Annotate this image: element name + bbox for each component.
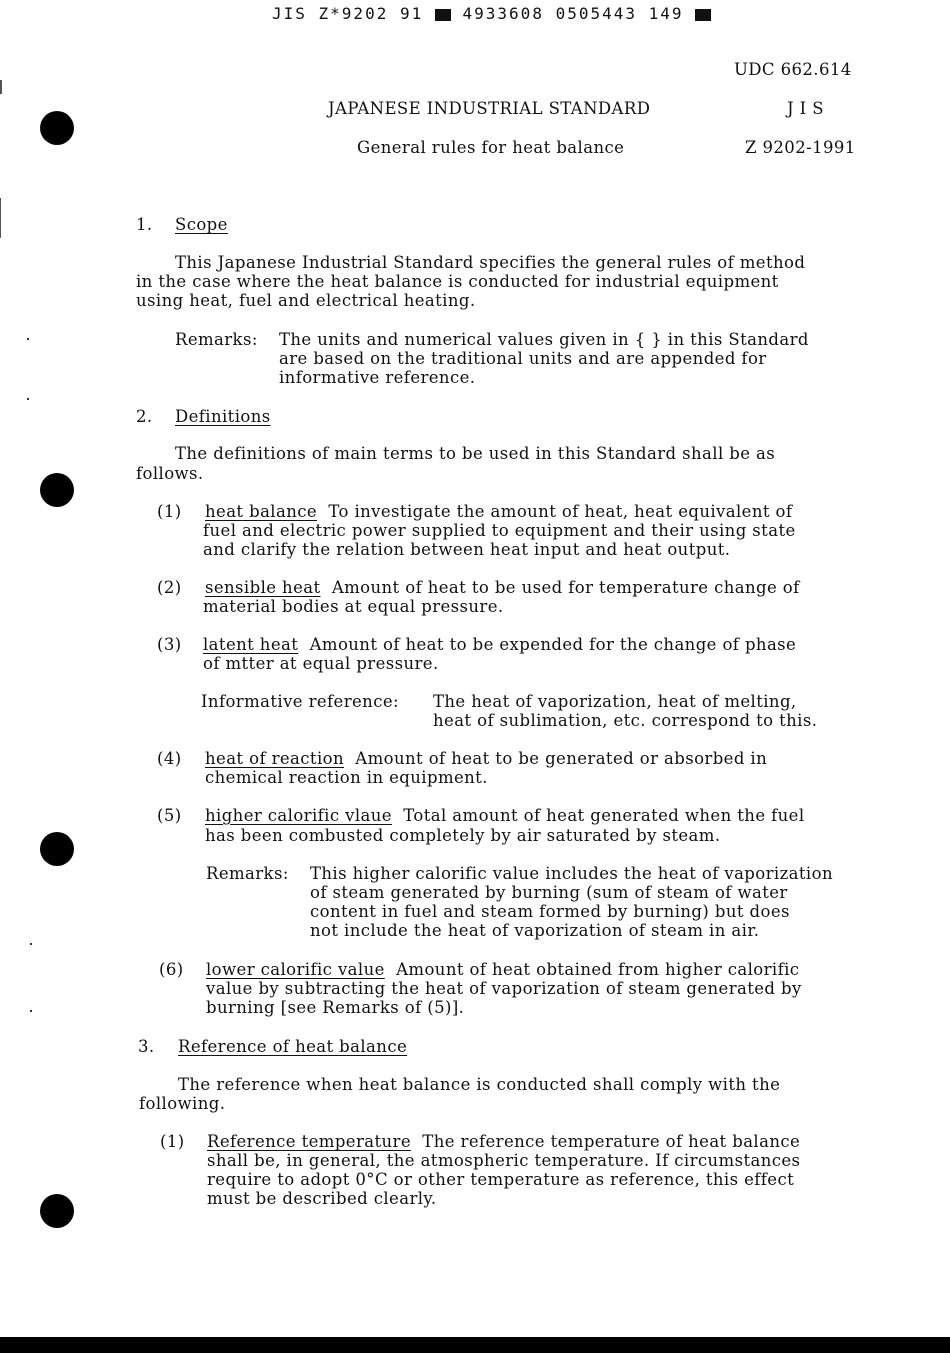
definition-text: Amount of heat to be used for temperature change of: [331, 578, 800, 597]
definition-first-line: [203, 635, 796, 655]
definition-term: heat balance: [205, 502, 318, 521]
udc-code: UDC 662.614: [734, 60, 852, 79]
definition-number: (3): [157, 635, 182, 654]
remarks-line: of steam generated by burning (sum of steam of water: [310, 883, 788, 902]
section-number: 3.: [138, 1037, 155, 1056]
paragraph-line: following.: [139, 1094, 226, 1113]
informative-label: Informative reference:: [201, 692, 399, 711]
remarks-line: The units and numerical values given in { } in this Standard: [279, 330, 809, 349]
paragraph-line: The reference when heat balance is conducted shall comply with the: [178, 1075, 781, 1094]
definition-term: heat of reaction: [205, 749, 344, 768]
definition-line: shall be, in general, the atmospheric temperature. If circumstances: [207, 1151, 801, 1170]
punch-hole: [40, 832, 74, 866]
section-number: 1.: [136, 215, 153, 234]
paragraph-line: This Japanese Industrial Standard specifies the general rules of method: [175, 253, 806, 272]
scan-edge-mark: [0, 198, 1, 238]
remarks-line: This higher calorific value includes the heat of vaporization: [310, 864, 833, 883]
document-id-strip: [272, 4, 711, 24]
informative-line: heat of sublimation, etc. correspond to this.: [433, 711, 818, 730]
remarks-line: informative reference.: [279, 368, 476, 387]
definition-first-line: [205, 502, 792, 522]
definition-line: burning [see Remarks of (5)].: [206, 998, 465, 1017]
definition-text: Amount of heat to be expended for the change of phase: [309, 635, 797, 654]
definition-line: chemical reaction in equipment.: [205, 768, 488, 787]
definition-text: Total amount of heat generated when the fuel: [403, 806, 805, 825]
definition-first-line: [205, 806, 805, 826]
remarks-line: content in fuel and steam formed by burning) but does: [310, 902, 790, 921]
definition-text: The reference temperature of heat balance: [422, 1132, 801, 1151]
paragraph-line: using heat, fuel and electrical heating.: [136, 291, 476, 310]
definition-line: fuel and electric power supplied to equipment and their using state: [203, 521, 796, 540]
definition-number: (4): [157, 749, 182, 768]
document-title: General rules for heat balance: [357, 138, 625, 157]
definition-text: Amount of heat obtained from higher calorific: [396, 960, 800, 979]
document-id-number: 4933608 0505443 149: [462, 4, 684, 23]
section-title: Scope: [175, 215, 228, 234]
punch-hole: [40, 473, 74, 507]
definition-text: Amount of heat to be generated or absorbed in: [355, 749, 768, 768]
scan-speck: [27, 338, 29, 340]
section-title: Definitions: [175, 407, 271, 426]
definition-number: (5): [157, 806, 182, 825]
barcode-block: [435, 9, 451, 21]
definition-first-line: [206, 960, 799, 980]
document-id-prefix: JIS Z*9202 91: [272, 4, 424, 23]
definition-number: (6): [159, 960, 184, 979]
definition-term: latent heat: [203, 635, 299, 654]
definition-line: of mtter at equal pressure.: [203, 654, 439, 673]
scan-speck: [27, 398, 29, 400]
remarks-line: are based on the traditional units and are appended for: [279, 349, 767, 368]
jis-mark: J I S: [787, 99, 824, 118]
definition-line: require to adopt 0°C or other temperature as reference, this effect: [207, 1170, 795, 1189]
definition-first-line: [207, 1132, 800, 1152]
definition-line: and clarify the relation between heat input and heat output.: [203, 540, 731, 559]
punch-hole: [40, 111, 74, 145]
scan-speck: [30, 1010, 32, 1012]
remarks-line: not include the heat of vaporization of steam in air.: [310, 921, 760, 940]
definition-number: (1): [160, 1132, 185, 1151]
definition-term: sensible heat: [205, 578, 321, 597]
scan-speck: [30, 943, 32, 945]
informative-line: The heat of vaporization, heat of melting,: [433, 692, 797, 711]
definition-term: lower calorific value: [206, 960, 385, 979]
section-title: Reference of heat balance: [178, 1037, 408, 1056]
definition-line: value by subtracting the heat of vaporization of steam generated by: [206, 979, 802, 998]
barcode-block: [695, 9, 711, 21]
definition-line: material bodies at equal pressure.: [203, 597, 504, 616]
punch-hole: [40, 1194, 74, 1228]
scan-edge-mark: [0, 80, 2, 94]
remarks-label: Remarks:: [175, 330, 258, 349]
definition-first-line: [205, 749, 767, 769]
definition-number: (2): [157, 578, 182, 597]
definition-term: Reference temperature: [207, 1132, 411, 1151]
definition-text: To investigate the amount of heat, heat equivalent of: [328, 502, 793, 521]
paragraph-line: in the case where the heat balance is conducted for industrial equipment: [136, 272, 779, 291]
definition-line: has been combusted completely by air saturated by steam.: [205, 826, 721, 845]
paragraph-line: The definitions of main terms to be used in this Standard shall be as: [175, 444, 776, 463]
definition-number: (1): [157, 502, 182, 521]
definition-first-line: [205, 578, 800, 598]
paragraph-line: follows.: [136, 464, 204, 483]
document-number: Z 9202-1991: [745, 138, 856, 157]
remarks-label: Remarks:: [206, 864, 289, 883]
standard-title: JAPANESE INDUSTRIAL STANDARD: [328, 99, 651, 118]
definition-line: must be described clearly.: [207, 1189, 437, 1208]
scan-bottom-border: [0, 1337, 950, 1353]
definition-term: higher calorific vlaue: [205, 806, 392, 825]
section-number: 2.: [136, 407, 153, 426]
